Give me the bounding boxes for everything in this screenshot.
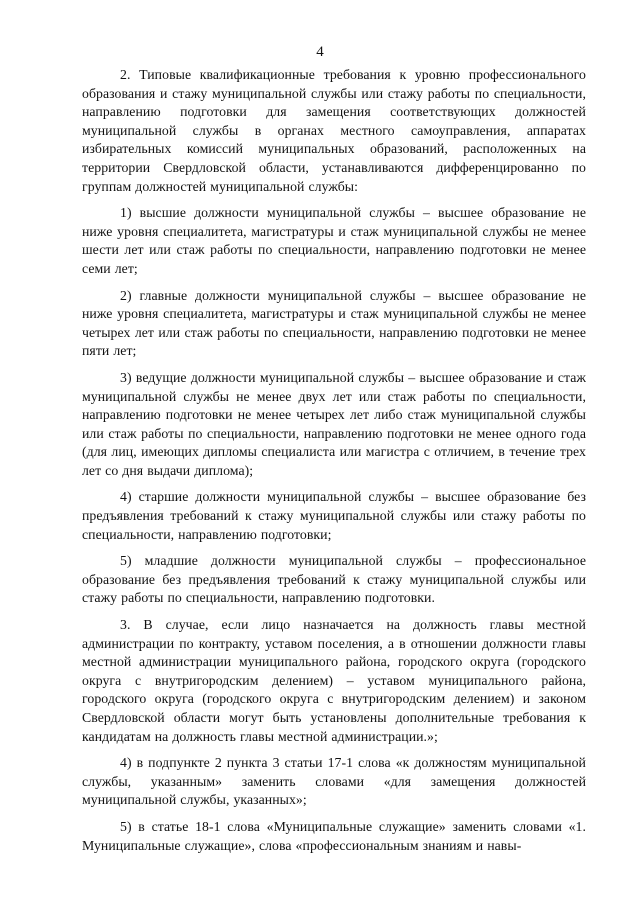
paragraph-senior-positions: 4) старшие должности муниципальной службы – высшее образование без предъявления требований к стажу муниципальной службы или стажу работы по специальности, направлению подготовки; xyxy=(82,489,586,542)
paragraph-main-positions: 2) главные должности муниципальной службы – высшее образование не ниже уровня специалитета, магистратуры и стаж муниципальной службы не менее четырех лет или стаж работы по специальности, направлению подготовки не менее пяти лет; xyxy=(82,287,586,359)
paragraph-leading-positions: 3) ведущие должности муниципальной службы – высшее образование и стаж муниципальной службы не менее двух лет или стаж работы по специальности, направлению подготовки не менее четырех лет либо стаж муниципальной службы или стаж работы по специальности, направлению подготовки не менее одного года (для лиц, имеющих дипломы специалиста или магистра с отличием, в течение трех лет со дня выдачи диплома); xyxy=(82,369,586,478)
document-body xyxy=(82,66,586,863)
paragraph-item-2-requirements: 2. Типовые квалификационные требования к уровню профессионального образования и стажу муниципальной службы или стажу работы по специальности, направлению подготовки для замещения соответствующих должностей муниципальной службы в органах местного самоуправления, аппаратах избирательных комиссий муниципальных образований, расположенных на территории Свердловской области, устанавливаются дифференцированно по группам должностей муниципальной службы: xyxy=(82,67,586,194)
paragraph-amendment-4: 4) в подпункте 2 пункта 3 статьи 17-1 слова «к должностям муниципальной службы, указанным» заменить словами «для замещения должностей муниципальной службы, указанных»; xyxy=(82,755,586,808)
paragraph-junior-positions: 5) младшие должности муниципальной службы – профессиональное образование без предъявления требований к стажу муниципальной службы или стажу работы по специальности, направлению подготовки. xyxy=(82,553,586,606)
paragraph-item-3-head-of-administration: 3. В случае, если лицо назначается на должность главы местной администрации по контракту, уставом поселения, а в отношении должности главы местной администрации муниципального района, городского округа (городского округа с внутригородским делением) – уставом муниципального района, городского округа (городского округа с внутригородским делением) и законом Свердловской области могут быть установлены дополнительные требования к кандидатам на должность главы местной администрации.»; xyxy=(82,617,586,744)
paragraph-highest-positions: 1) высшие должности муниципальной службы – высшее образование не ниже уровня специалитета, магистратуры и стаж муниципальной службы не менее шести лет или стаж работы по специальности, направлению подготовки не менее семи лет; xyxy=(82,205,586,276)
page-number: 4 xyxy=(316,44,324,60)
paragraph-amendment-5: 5) в статье 18-1 слова «Муниципальные служащие» заменить словами «1. Муниципальные служащие», слова «профессиональным знаниям и навы- xyxy=(82,818,586,853)
